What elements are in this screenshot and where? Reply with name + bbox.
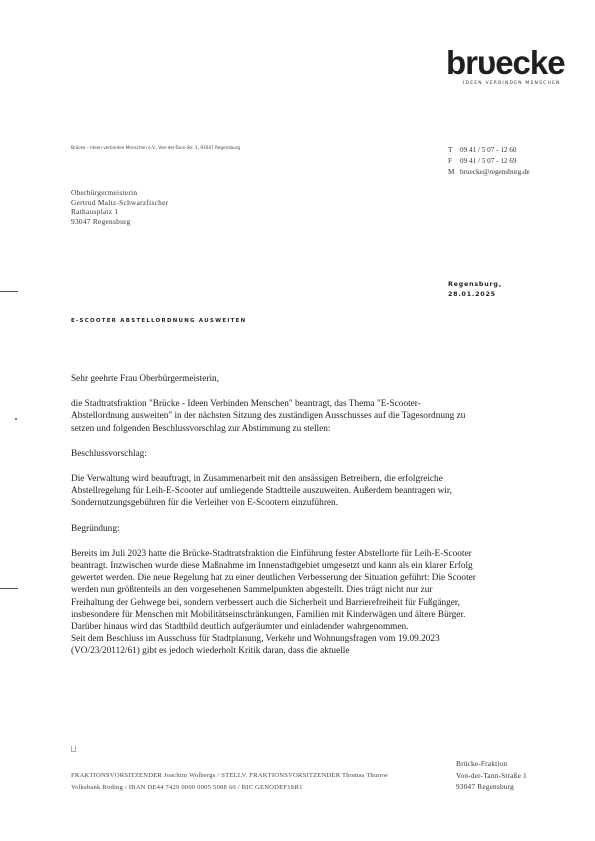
punch-mark — [15, 418, 17, 420]
body-paragraph: Bereits im Juli 2023 hatte die Brücke-Stadtratsfraktion die Einführung fester Abstellorte für Leih-E-Scooter beantragt. Inzwischen wurde diese Maßnahme im Innenstadtgebiet umgesetzt und kann als ein klarer Erfolg gewertet werden. Die neue Regelung hat zu einer deutlichen Verbesserung der Situation geführt: Die Scooter werden nun größtenteils an den vorgesehenen Sammelpunkten abgestellt. Dies trägt nicht nur zur Freihaltung der Gehwege bei, sondern verbessert auch die Sicherheit und Barrierefreiheit für Fußgänger, insbesondere für Menschen mit Mobilitätseinschränkungen, Familien mit Kinderwägen und ältere Bürger. Darüber hinaus wird das Stadtbild deutlich aufgeräumter und einladender wahrgenommen. — [71, 548, 476, 633]
mail-value: bruecke@regensburg.de — [460, 168, 530, 176]
footer-address-line: Brücke-Fraktion — [456, 759, 508, 768]
body-paragraph: die Stadtratsfraktion "Brücke - Ideen Verbinden Menschen" beantragt, das Thema "E-Scooter-Abstellordnung ausweiten" in der nächsten Sitzung des zuständigen Ausschusses auf die Tagesordnung zu setzen und folgenden Beschlussvorschlag zur Abstimmung zu stellen: — [71, 399, 466, 434]
contact-mail — [448, 168, 530, 176]
phone-value: 09 41 / 5 07 - 12 60 — [460, 146, 517, 154]
section-heading: Beschlussvorschlag: — [71, 448, 147, 459]
footer-address-line: Von-der-Tann-Straße 1 — [456, 770, 527, 780]
mail-label: M — [448, 168, 455, 176]
date-block — [448, 280, 502, 300]
recipient-street: Rathausplatz 1 — [71, 207, 119, 217]
recipient-name: Gertrud Maltz-Schwarzfischer — [71, 197, 169, 207]
subject-line: E-SCOOTER ABSTELLORDNUNG AUSWEITEN — [71, 318, 247, 324]
contact-fax — [448, 157, 517, 165]
footer-chairs: FRAKTIONSVORSITZENDER Joachim Wolbergs / STELLV. FRAKTIONSVORSITZENDER Thomas Thurow — [71, 772, 389, 779]
salutation: Sehr geehrte Frau Oberbürgermeisterin, — [71, 374, 220, 384]
contact-phone — [448, 146, 517, 154]
body-paragraph: Seit dem Beschluss im Ausschuss für Stadtplanung, Verkehr und Wohnungsfragen vom 19.09.2023 (VO/23/20112/61) gibt es jedoch wiederholt Kritik daran, dass die aktuelle — [71, 634, 440, 657]
brand-logo: brυecke — [446, 44, 565, 81]
sender-return-address: Brücke – Ideen verbinden Menschen e.V., Von-der-Tann-Str. 1, 93047 Regensburg — [71, 145, 241, 150]
fold-mark-bottom — [0, 588, 18, 589]
recipient-title: Oberbürgermeisterin — [71, 188, 138, 197]
page-mark-icon — [71, 746, 76, 752]
body-paragraph: Die Verwaltung wird beauftragt, in Zusammenarbeit mit den ansässigen Betreibern, die erfolgreiche Abstellregelung für Leih-E-Scooter auf umliegende Stadtteile auszuweiten. Außerdem beantragen wir, Sondernutzungsgebühren für die Verleiher von E-Scootern einzuführen. — [71, 474, 452, 509]
recipient-city: 93047 Regensburg — [71, 216, 131, 226]
fax-label: F — [448, 157, 452, 165]
brand-tagline: IDEEN VERBINDEN MENSCHEN — [463, 81, 561, 86]
fax-value: 09 41 / 5 07 - 12 69 — [460, 157, 517, 165]
phone-label: T — [448, 146, 453, 154]
fold-mark-top — [0, 291, 18, 292]
footer-legal — [71, 770, 388, 793]
date-value: 28.01.2025 — [448, 291, 496, 298]
footer-address-line: 93047 Regensburg — [456, 782, 514, 792]
date-place: Regensburg, — [448, 281, 502, 288]
recipient-address — [71, 188, 168, 226]
footer-bank: Volksbank Roding / IBAN DE44 7429 0000 0005 5088 60 / BIC GENODEF1SR1 — [71, 783, 303, 791]
footer-address — [456, 758, 527, 793]
letter-body — [71, 373, 476, 671]
section-heading: Begründung: — [71, 523, 120, 534]
